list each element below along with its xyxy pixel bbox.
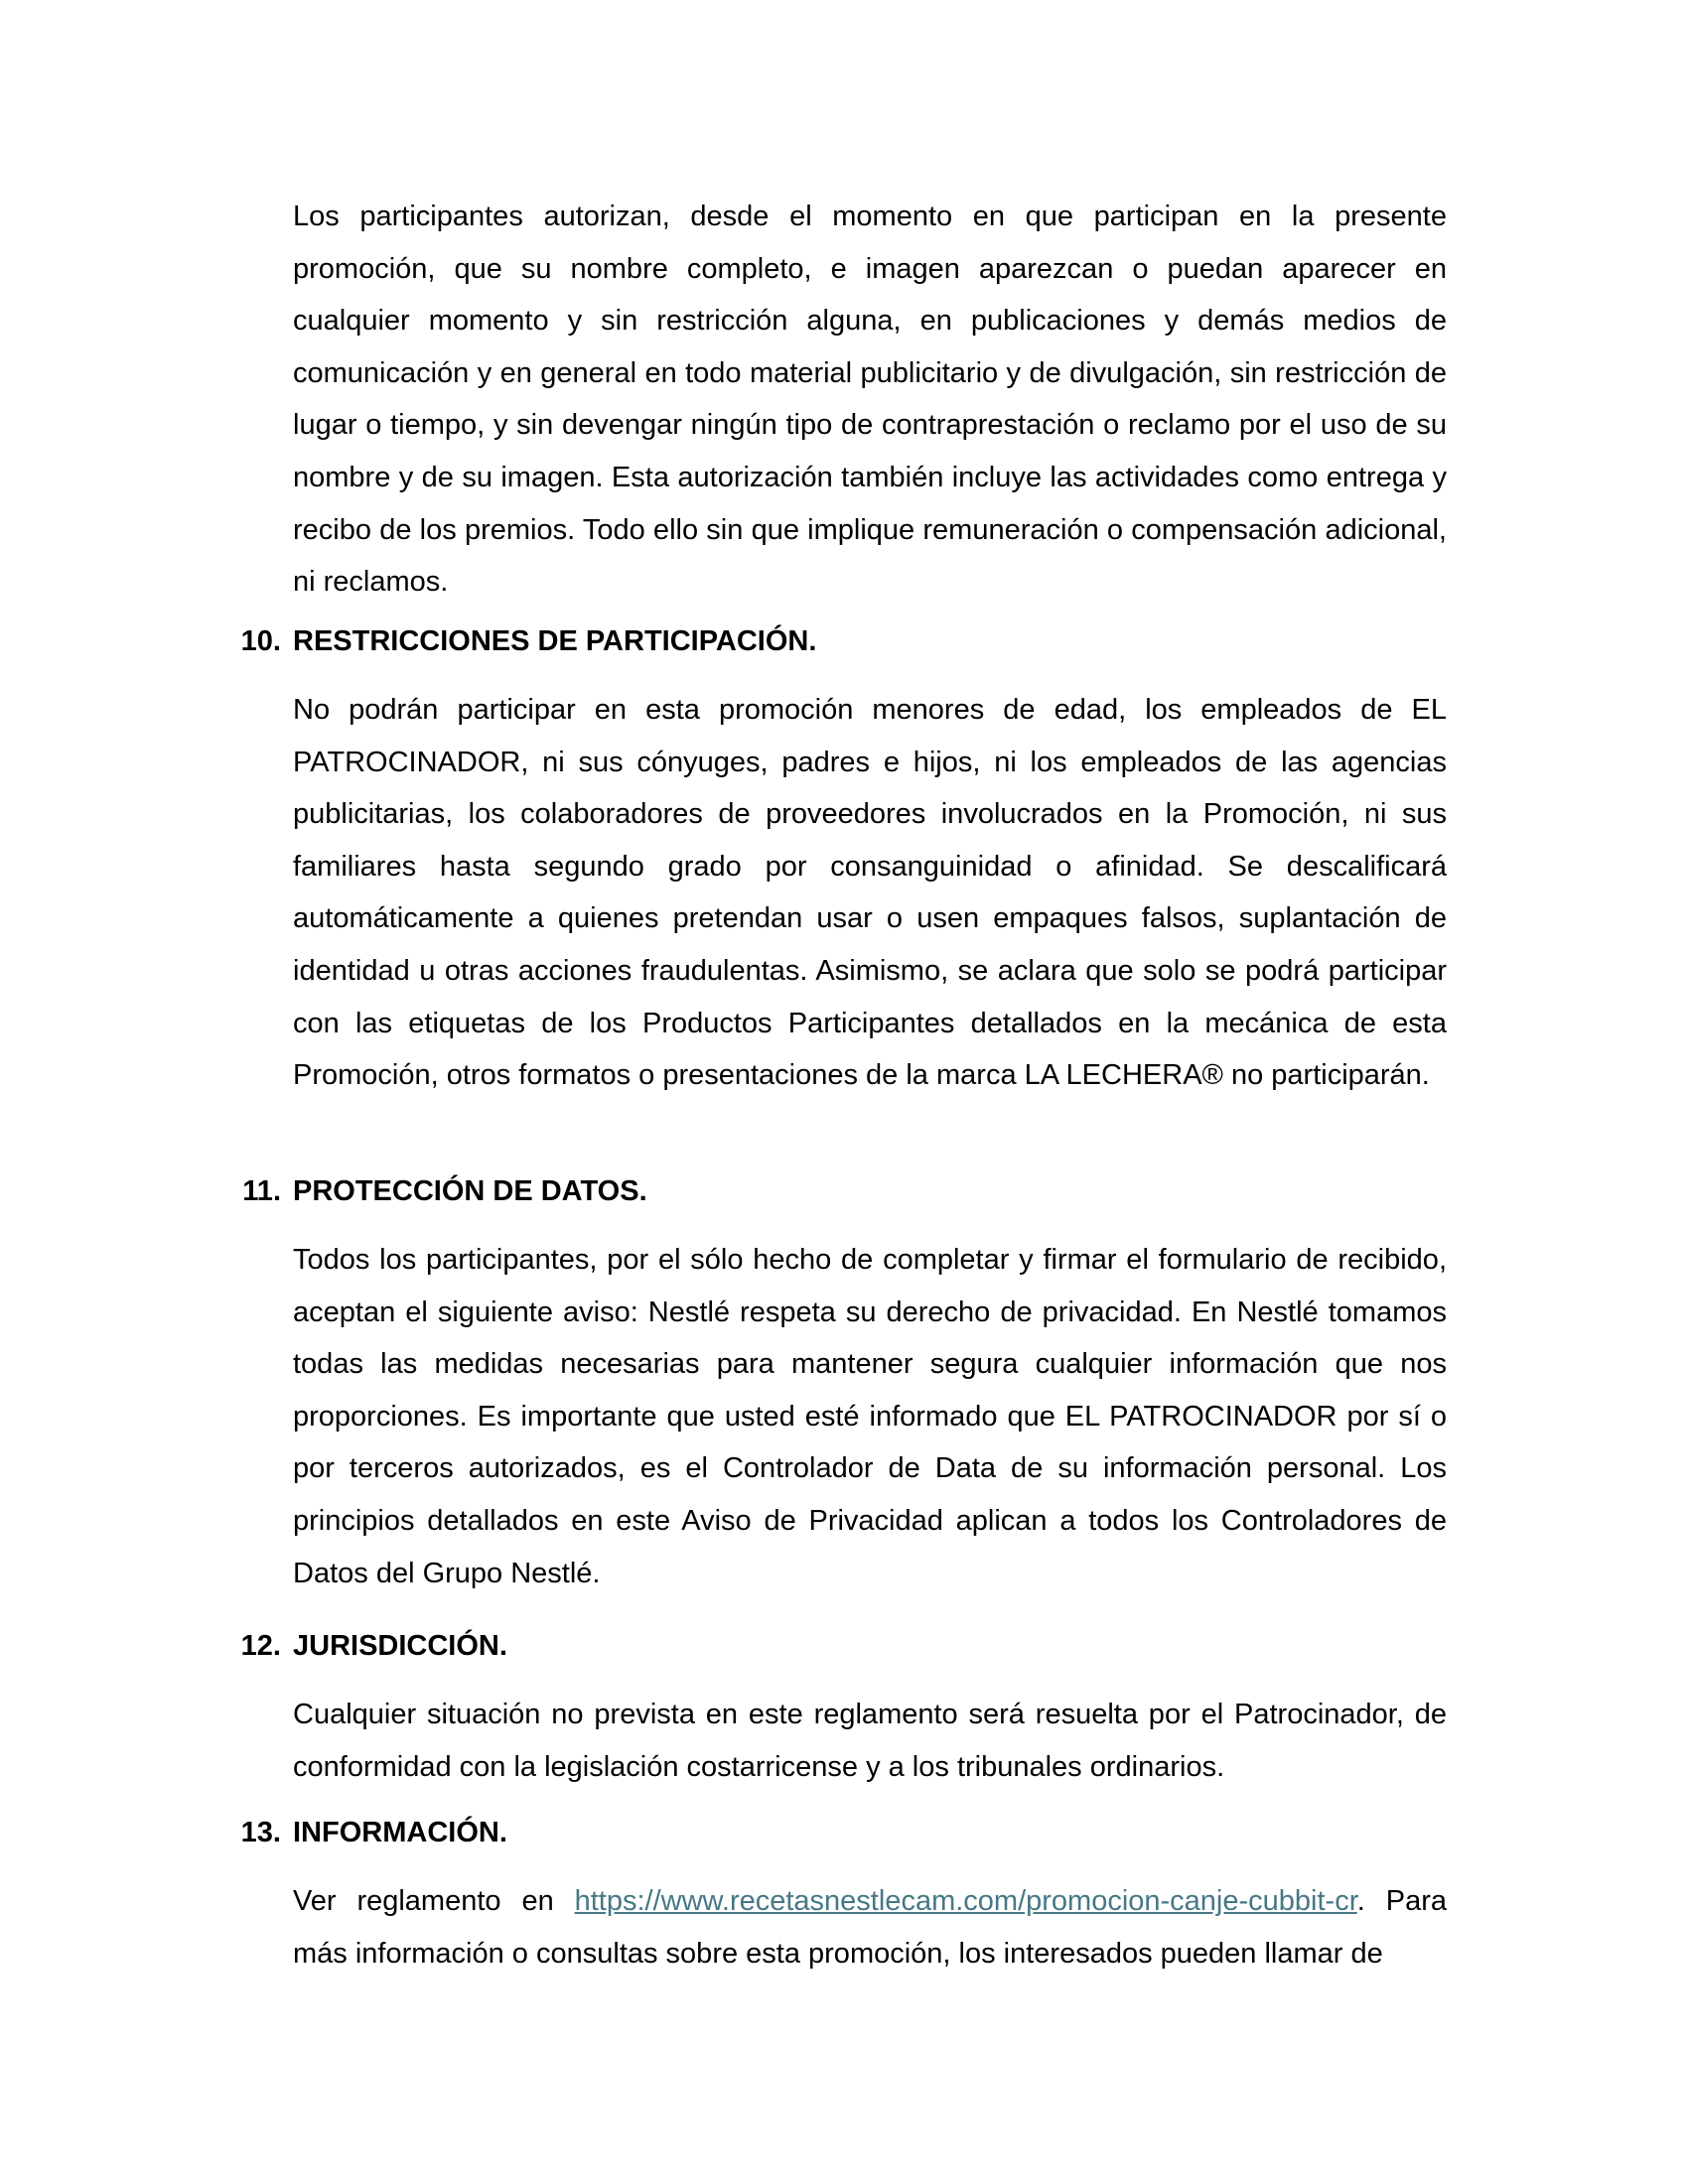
section-number: 13. bbox=[240, 1817, 281, 1848]
section-heading-proteccion-datos bbox=[223, 1171, 647, 1211]
section-body-proteccion-datos: Todos los participantes, por el sólo hecho de completar y firmar el formulario de recibido, aceptan el siguiente aviso: Nestlé respeta su derecho de privacidad. En Nestlé tomamos todas las medidas necesarias para mantener segura cualquier información que nos proporciones. Es importante que usted esté informado que EL PATROCINADOR por sí o por terceros autorizados, es el Controlador de Data de su información personal. Los principios detallados en este Aviso de Privacidad aplican a todos los Controladores de Datos del Grupo Nestlé. bbox=[293, 1244, 1447, 1589]
reglamento-link[interactable]: https://www.recetasnestlecam.com/promocion-canje-cubbit-cr bbox=[574, 1885, 1357, 1917]
section-body-jurisdiccion: Cualquier situación no prevista en este reglamento será resuelta por el Patrocinador, de conformidad con la legislación costarricense y a los tribunales ordinarios. bbox=[293, 1699, 1447, 1783]
intro-paragraph: Los participantes autorizan, desde el momento en que participan en la presente promoción, que su nombre completo, e imagen aparezcan o puedan aparecer en cualquier momento y sin restricción alguna, en publicaciones y demás medios de comunicación y en general en todo material publicitario y de divulgación, sin restricción de lugar o tiempo, y sin devengar ningún tipo de contraprestación o reclamo por el uso de su nombre y de su imagen. Esta autorización también incluye las actividades como entrega y recibo de los premios. Todo ello sin que implique remuneración o compensación adicional, ni reclamos. bbox=[293, 201, 1447, 599]
section-title: INFORMACIÓN. bbox=[293, 1817, 507, 1848]
section-number: 11. bbox=[242, 1175, 281, 1207]
section-heading-jurisdiccion bbox=[223, 1626, 507, 1666]
section-title: PROTECCIÓN DE DATOS. bbox=[293, 1175, 647, 1207]
body-prefix: Ver reglamento en bbox=[293, 1885, 575, 1917]
section-heading-informacion bbox=[223, 1813, 507, 1852]
section-body-restricciones: No podrán participar en esta promoción menores de edad, los empleados de EL PATROCINADOR, ni sus cónyuges, padres e hijos, ni los empleados de las agencias publicitarias, los colaboradores de proveedores involucrados en la Promoción, ni sus familiares hasta segundo grado por consanguinidad o afinidad. Se descalificará automáticamente a quienes pretendan usar o usen empaques falsos, suplantación de identidad u otras acciones fraudulentas. Asimismo, se aclara que solo se podrá participar con las etiquetas de los Productos Participantes detallados en la mecánica de esta Promoción, otros formatos o presentaciones de la marca LA LECHERA® no participarán. bbox=[293, 694, 1447, 1092]
section-title: JURISDICCIÓN. bbox=[293, 1630, 507, 1662]
body-suffix: . Para más información o consultas sobre esta promoción, los interesados pueden llamar de bbox=[293, 1885, 1447, 1970]
section-heading-restricciones bbox=[223, 621, 816, 661]
section-body-informacion bbox=[293, 1875, 1447, 1979]
section-title: RESTRICCIONES DE PARTICIPACIÓN. bbox=[293, 625, 817, 657]
section-number: 10. bbox=[240, 625, 281, 657]
section-number: 12. bbox=[240, 1630, 281, 1662]
